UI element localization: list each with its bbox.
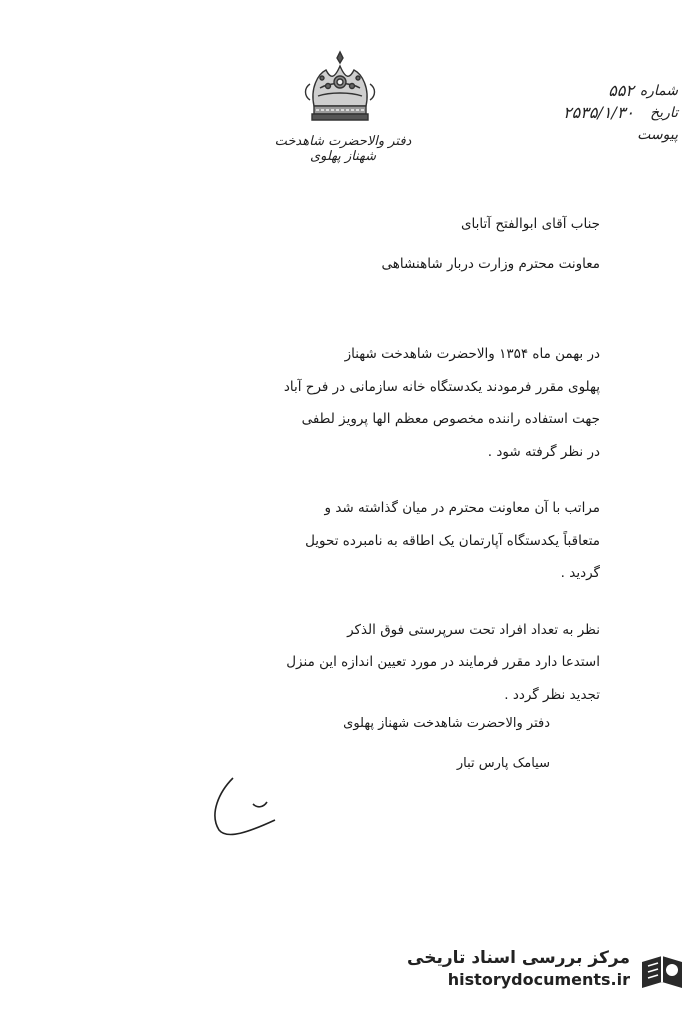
body-line: نظر به تعداد افراد تحت سرپرستی فوق الذکر (347, 621, 600, 638)
attachment-label: پیوست (637, 127, 678, 143)
signature-office: دفتر والاحضرت شاهدخت شهناز پهلوی (343, 716, 550, 731)
letter-body (284, 338, 600, 735)
watermark-text (407, 948, 630, 989)
body-line: تجدید نظر گردد . (504, 686, 600, 703)
body-line: پهلوی مقرر فرمودند یکدستگاه خانه سازمانی در فرح آباد (283, 378, 600, 395)
number-value: ۵۵۲ (608, 81, 634, 100)
date-value: ۲۵۳۵/۱/۳۰ (563, 103, 634, 122)
salutation-line: معاونت محترم وزارت دربار شاهنشاهی (381, 256, 600, 272)
watermark-url: historydocuments.ir (447, 970, 630, 989)
attachment-row (508, 124, 678, 146)
body-line: جهت استفاده راننده مخصوص معظم الها پرویز لطفی (301, 411, 600, 427)
watermark-name: مرکز بررسی اسناد تاریخی (407, 948, 630, 968)
date-label: تاریخ (650, 105, 678, 121)
body-line: گردید . (560, 565, 600, 581)
body-paragraph (284, 492, 600, 590)
signature-block (343, 704, 550, 784)
body-paragraph (284, 614, 600, 712)
book-logo-icon (638, 948, 686, 996)
signature-person: سیامک پارس تبار (456, 756, 550, 771)
crown-icon (300, 48, 380, 126)
salutation (382, 204, 600, 284)
salutation-line: جناب آقای ابوالفتح آتابای (460, 216, 600, 232)
date-row (508, 102, 678, 124)
body-line: متعاقباً یکدستگاه آپارتمان یک اطاقه به نامبرده تحویل (305, 532, 600, 549)
body-line: مراتب با آن معاونت محترم در میان گذاشته شد و (324, 500, 600, 516)
signature-mark (205, 770, 285, 840)
body-paragraph (284, 338, 600, 468)
watermark (396, 944, 686, 1002)
body-line: استدعا دارد مقرر فرمایند در مورد تعیین اندازه این منزل (286, 654, 600, 670)
office-title: دفتر والاحضرت شاهدخت شهناز پهلوی (274, 134, 412, 164)
number-label: شماره (639, 83, 678, 99)
body-line: در بهمن ماه ۱۳۵۴ والاحضرت شاهدخت شهناز (344, 346, 600, 362)
number-row (508, 80, 678, 102)
document-meta (508, 80, 678, 146)
body-line: در نظر گرفته شود . (487, 443, 600, 460)
